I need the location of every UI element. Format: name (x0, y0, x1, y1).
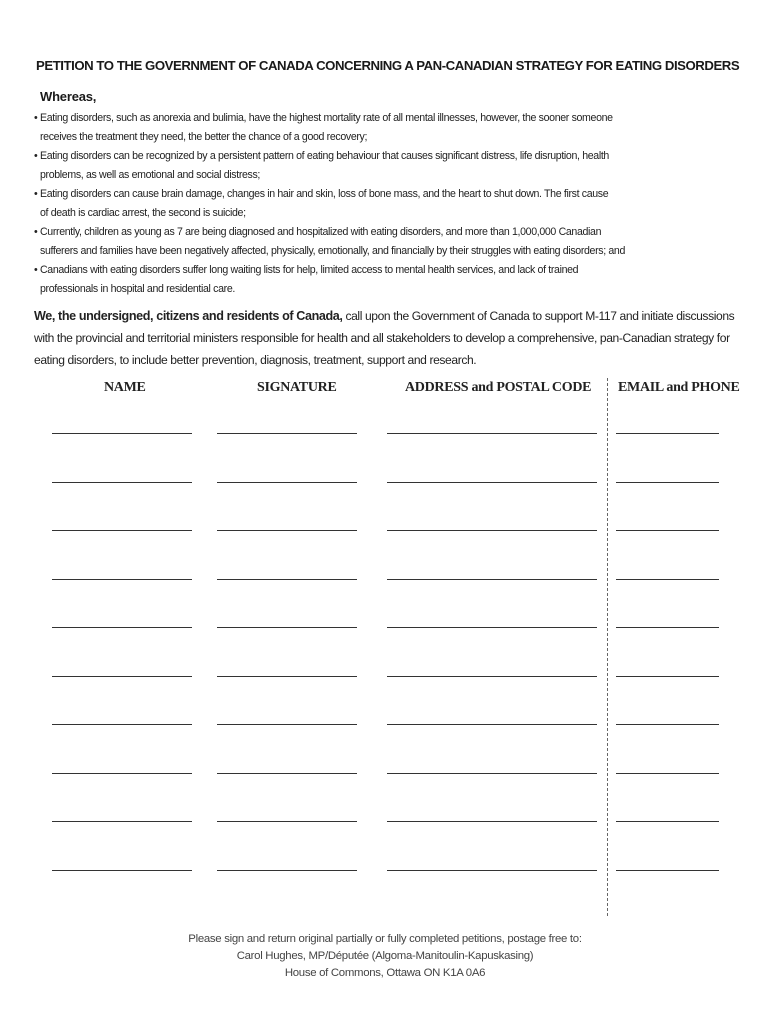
signature-line-email-phone[interactable] (616, 773, 719, 774)
signature-line-name[interactable] (52, 870, 192, 871)
signature-line-signature[interactable] (217, 530, 357, 531)
footer-instructions: Please sign and return original partially or fully completed petitions, postage free to: (188, 933, 582, 945)
resolution-lead: We, the undersigned, citizens and residents of Canada, (34, 309, 343, 323)
footer-recipient: Carol Hughes, MP/Députée (Algoma-Manitoulin-Kapuskasing) (236, 950, 534, 962)
whereas-item (34, 147, 634, 185)
signature-line-email-phone[interactable] (616, 724, 719, 725)
signature-line-email-phone[interactable] (616, 579, 719, 580)
signature-line-address[interactable] (387, 724, 597, 725)
signature-line-signature[interactable] (217, 482, 357, 483)
whereas-item (34, 261, 634, 299)
signature-line-name[interactable] (52, 579, 192, 580)
signature-line-signature[interactable] (217, 773, 357, 774)
signature-line-address[interactable] (387, 530, 597, 531)
column-header-name: NAME (104, 380, 146, 395)
petition-title: PETITION TO THE GOVERNMENT OF CANADA CONCERNING A PAN-CANADIAN STRATEGY FOR EATING DISORDERS (36, 58, 740, 73)
bullet-marker: • (34, 188, 38, 200)
whereas-item (34, 223, 634, 261)
signature-line-signature[interactable] (217, 579, 357, 580)
signature-line-address[interactable] (387, 482, 597, 483)
whereas-item-line: problems, as well as emotional and social distress; (40, 169, 261, 181)
whereas-item-line: professionals in hospital and residential care. (40, 283, 235, 295)
signature-line-email-phone[interactable] (616, 870, 719, 871)
resolution-body: call upon the Government of Canada to support M-117 and initiate discussions with the provincial and territorial ministers responsible for health and all stakeholders to develop a comprehensive, pan-Canadian strategy for eating disorders, to include better prevention, diagnosis, treatment, support and research. (34, 309, 735, 367)
signature-line-name[interactable] (52, 724, 192, 725)
footer-address: House of Commons, Ottawa ON K1A 0A6 (284, 967, 486, 979)
whereas-item (34, 109, 634, 147)
signature-line-address[interactable] (387, 627, 597, 628)
whereas-item-line: receives the treatment they need, the better the chance of a good recovery; (40, 131, 368, 143)
signature-line-email-phone[interactable] (616, 821, 719, 822)
signature-line-name[interactable] (52, 530, 192, 531)
signature-line-name[interactable] (52, 676, 192, 677)
bullet-marker: • (34, 112, 38, 124)
signature-line-email-phone[interactable] (616, 627, 719, 628)
signature-line-signature[interactable] (217, 433, 357, 434)
signature-line-email-phone[interactable] (616, 482, 719, 483)
signature-line-email-phone[interactable] (616, 676, 719, 677)
signature-line-email-phone[interactable] (616, 433, 719, 434)
signature-line-signature[interactable] (217, 724, 357, 725)
signature-line-address[interactable] (387, 870, 597, 871)
signature-line-name[interactable] (52, 627, 192, 628)
signature-line-signature[interactable] (217, 821, 357, 822)
signature-line-address[interactable] (387, 821, 597, 822)
signature-line-name[interactable] (52, 433, 192, 434)
whereas-item-line: Currently, children as young as 7 are being diagnosed and hospitalized with eating disorders, and more than 1,000,000 Canadian (40, 226, 602, 238)
whereas-heading: Whereas, (40, 89, 97, 104)
signature-line-address[interactable] (387, 773, 597, 774)
whereas-item-line: Eating disorders, such as anorexia and bulimia, have the highest mortality rate of all mental illnesses, however, the sooner someone (40, 112, 613, 124)
signature-line-name[interactable] (52, 821, 192, 822)
signature-line-address[interactable] (387, 579, 597, 580)
bullet-marker: • (34, 226, 38, 238)
column-header-signature: SIGNATURE (257, 380, 337, 395)
whereas-item-line: Eating disorders can be recognized by a persistent pattern of eating behaviour that causes significant distress, life disruption, health (40, 150, 609, 162)
whereas-item-line: Eating disorders can cause brain damage, changes in hair and skin, loss of bone mass, and the heart to shut down. The first cause (40, 188, 609, 200)
whereas-list (34, 109, 634, 299)
signature-line-signature[interactable] (217, 676, 357, 677)
column-header-email-phone: EMAIL and PHONE (618, 380, 740, 395)
column-header-address: ADDRESS and POSTAL CODE (405, 380, 592, 395)
whereas-item (34, 185, 634, 223)
whereas-item-line: Canadians with eating disorders suffer long waiting lists for help, limited access to mental health services, and lack of trained (40, 264, 579, 276)
signature-line-address[interactable] (387, 433, 597, 434)
resolution-paragraph (34, 305, 739, 371)
signature-line-signature[interactable] (217, 627, 357, 628)
signature-line-name[interactable] (52, 482, 192, 483)
signature-line-signature[interactable] (217, 870, 357, 871)
whereas-item-line: of death is cardiac arrest, the second is suicide; (40, 207, 246, 219)
bullet-marker: • (34, 150, 38, 162)
signature-line-email-phone[interactable] (616, 530, 719, 531)
signature-line-address[interactable] (387, 676, 597, 677)
signature-line-name[interactable] (52, 773, 192, 774)
whereas-item-line: sufferers and families have been negatively affected, physically, emotionally, and financially by their struggles with eating disorders; and (40, 245, 626, 257)
bullet-marker: • (34, 264, 38, 276)
column-divider (607, 378, 608, 916)
